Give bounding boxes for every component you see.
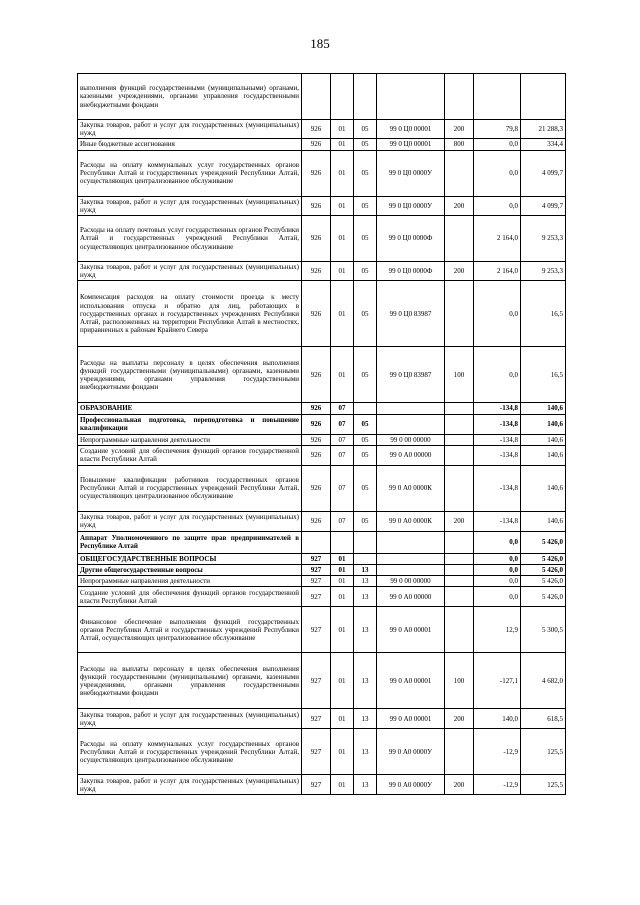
- row-name: Расходы на выплаты персоналу в целях обеспечения выполнения функций государственными (муниципальными) органами, казенными учреждениями, органами управления государственными внебюджетными фондами: [78, 347, 302, 403]
- table-row: [78, 565, 566, 576]
- table-row: [78, 511, 566, 531]
- row-expense-type: [445, 576, 474, 587]
- row-target-code: [377, 414, 445, 434]
- row-subsection-code: [354, 553, 377, 564]
- row-name: Другие общегосударственные вопросы: [78, 565, 302, 576]
- row-section-code: [331, 531, 354, 553]
- row-expense-type: [445, 445, 474, 465]
- row-change-amount: 0,0: [474, 196, 521, 215]
- table-row: [78, 775, 566, 795]
- row-name: ОБРАЗОВАНИЕ: [78, 403, 302, 414]
- row-target-code: 99 0 Ц0 0000У: [377, 150, 445, 196]
- table-row: [78, 414, 566, 434]
- row-target-code: 99 0 А0 0000К: [377, 511, 445, 531]
- row-change-amount: 2 164,0: [474, 216, 521, 262]
- row-total-amount: 5 426,0: [521, 576, 566, 587]
- table-row: [78, 576, 566, 587]
- row-change-amount: -12,9: [474, 729, 521, 775]
- row-gr-code: 926: [302, 281, 331, 347]
- table-row: [78, 531, 566, 553]
- table-row: [78, 445, 566, 465]
- row-total-amount: 140,6: [521, 511, 566, 531]
- row-gr-code: 926: [302, 403, 331, 414]
- row-section-code: 01: [331, 553, 354, 564]
- row-name: Непрограммные направления деятельности: [78, 434, 302, 445]
- table-row: [78, 434, 566, 445]
- row-expense-type: [445, 216, 474, 262]
- row-target-code: 99 0 А0 00001: [377, 607, 445, 653]
- row-section-code: 01: [331, 729, 354, 775]
- row-expense-type: 100: [445, 653, 474, 709]
- row-expense-type: 200: [445, 511, 474, 531]
- row-gr-code: 927: [302, 587, 331, 607]
- row-gr-code: 927: [302, 729, 331, 775]
- row-total-amount: 4 682,0: [521, 653, 566, 709]
- row-gr-code: 926: [302, 445, 331, 465]
- row-change-amount: -134,8: [474, 511, 521, 531]
- table-row: [78, 465, 566, 511]
- row-total-amount: 5 426,0: [521, 553, 566, 564]
- table-row: [78, 709, 566, 729]
- row-gr-code: 927: [302, 565, 331, 576]
- row-target-code: [377, 531, 445, 553]
- row-expense-type: 200: [445, 196, 474, 215]
- row-target-code: [377, 565, 445, 576]
- row-expense-type: 100: [445, 347, 474, 403]
- row-total-amount: 140,6: [521, 445, 566, 465]
- row-expense-type: [445, 531, 474, 553]
- row-target-code: 99 0 А0 0000У: [377, 775, 445, 795]
- row-total-amount: 140,6: [521, 465, 566, 511]
- table-row: [78, 262, 566, 281]
- row-total-amount: 5 426,0: [521, 587, 566, 607]
- row-section-code: 01: [331, 139, 354, 150]
- row-expense-type: [445, 465, 474, 511]
- row-change-amount: -134,8: [474, 403, 521, 414]
- row-name: Расходы на выплаты персоналу в целях обеспечения выполнения функций государственными (муниципальными) органами, казенными учреждениями, органами управления государственными внебюджетными фондами: [78, 653, 302, 709]
- row-subsection-code: 13: [354, 653, 377, 709]
- table-row: [78, 587, 566, 607]
- row-name: Финансовое обеспечение выполнения функций государственных органов Республики Алтай и государственных учреждений Республики Алтай, осуществляющих централизованное обслуживание: [78, 607, 302, 653]
- budget-table: [77, 73, 566, 795]
- row-gr-code: 926: [302, 196, 331, 215]
- row-gr-code: 926: [302, 262, 331, 281]
- table-row: [78, 281, 566, 347]
- row-subsection-code: 05: [354, 120, 377, 139]
- row-expense-type: 200: [445, 709, 474, 729]
- row-change-amount: 0,0: [474, 150, 521, 196]
- row-expense-type: [445, 403, 474, 414]
- row-section-code: 01: [331, 587, 354, 607]
- row-total-amount: 125,5: [521, 729, 566, 775]
- row-change-amount: 2 164,0: [474, 262, 521, 281]
- row-total-amount: 618,5: [521, 709, 566, 729]
- row-name: Аппарат Уполномоченного по защите прав предпринимателей в Республике Алтай: [78, 531, 302, 553]
- table-row: [78, 403, 566, 414]
- row-section-code: 07: [331, 445, 354, 465]
- row-target-code: 99 0 00 00000: [377, 434, 445, 445]
- row-expense-type: [445, 414, 474, 434]
- row-name: Компенсация расходов на оплату стоимости проезда к месту использования отпуска и обратно для лиц, работающих в государственных органах и государственных учреждениях Республики Алтай, расположенных на территории Республики Алтай в местностях, приравненных к районам Крайнего Севера: [78, 281, 302, 347]
- row-total-amount: 125,5: [521, 775, 566, 795]
- row-name: Расходы на оплату коммунальных услуг государственных органов Республики Алтай и государственных учреждений Республики Алтай, осуществляющих централизованное обслуживание: [78, 729, 302, 775]
- row-expense-type: [445, 553, 474, 564]
- row-target-code: 99 0 00 00000: [377, 576, 445, 587]
- row-section-code: 07: [331, 511, 354, 531]
- row-subsection-code: 13: [354, 587, 377, 607]
- row-total-amount: 16,5: [521, 281, 566, 347]
- row-total-amount: [521, 74, 566, 120]
- row-change-amount: -134,8: [474, 465, 521, 511]
- row-expense-type: 200: [445, 775, 474, 795]
- row-target-code: 99 0 Ц0 0000Ф: [377, 216, 445, 262]
- row-change-amount: 0,0: [474, 565, 521, 576]
- row-target-code: 99 0 Ц0 0000Ф: [377, 262, 445, 281]
- row-expense-type: [445, 565, 474, 576]
- page-number: 185: [310, 36, 330, 51]
- row-section-code: 01: [331, 196, 354, 215]
- row-total-amount: 5 426,0: [521, 565, 566, 576]
- row-gr-code: 926: [302, 150, 331, 196]
- row-expense-type: [445, 74, 474, 120]
- row-total-amount: 9 253,3: [521, 262, 566, 281]
- row-target-code: 99 0 Ц0 0000У: [377, 196, 445, 215]
- row-target-code: 99 0 А0 00000: [377, 587, 445, 607]
- row-subsection-code: 05: [354, 511, 377, 531]
- row-change-amount: 0,0: [474, 347, 521, 403]
- row-section-code: 01: [331, 565, 354, 576]
- row-change-amount: 0,0: [474, 576, 521, 587]
- row-name: Создание условий для обеспечения функций органов государственной власти Республики Алтай: [78, 445, 302, 465]
- row-change-amount: -134,8: [474, 445, 521, 465]
- row-target-code: 99 0 Ц0 83987: [377, 281, 445, 347]
- row-change-amount: -134,8: [474, 414, 521, 434]
- row-subsection-code: 05: [354, 139, 377, 150]
- row-change-amount: -134,8: [474, 434, 521, 445]
- row-gr-code: 926: [302, 216, 331, 262]
- row-section-code: [331, 74, 354, 120]
- row-section-code: 01: [331, 775, 354, 795]
- row-section-code: 01: [331, 576, 354, 587]
- row-section-code: 01: [331, 216, 354, 262]
- row-gr-code: 926: [302, 139, 331, 150]
- row-change-amount: 0,0: [474, 531, 521, 553]
- row-name: Закупка товаров, работ и услуг для государственных (муниципальных) нужд: [78, 511, 302, 531]
- row-name: Закупка товаров, работ и услуг для государственных (муниципальных) нужд: [78, 120, 302, 139]
- row-subsection-code: 05: [354, 465, 377, 511]
- row-gr-code: 927: [302, 775, 331, 795]
- row-name: выполнения функций государственными (муниципальными) органами, казенными учреждениями, органами управления государственными внебюджетными фондами: [78, 74, 302, 120]
- row-change-amount: 140,0: [474, 709, 521, 729]
- row-subsection-code: 05: [354, 150, 377, 196]
- table-row: [78, 347, 566, 403]
- row-total-amount: 5 426,0: [521, 531, 566, 553]
- row-total-amount: 16,5: [521, 347, 566, 403]
- row-target-code: [377, 74, 445, 120]
- row-subsection-code: [354, 74, 377, 120]
- row-target-code: [377, 403, 445, 414]
- row-name: Иные бюджетные ассигнования: [78, 139, 302, 150]
- table-row: [78, 216, 566, 262]
- row-total-amount: 4 099,7: [521, 150, 566, 196]
- row-target-code: 99 0 А0 00001: [377, 653, 445, 709]
- row-target-code: 99 0 Ц0 83987: [377, 347, 445, 403]
- row-subsection-code: [354, 403, 377, 414]
- row-subsection-code: 05: [354, 445, 377, 465]
- row-total-amount: 5 300,5: [521, 607, 566, 653]
- row-total-amount: 21 288,3: [521, 120, 566, 139]
- table-row: [78, 74, 566, 120]
- row-gr-code: 926: [302, 347, 331, 403]
- row-expense-type: [445, 150, 474, 196]
- row-change-amount: -127,1: [474, 653, 521, 709]
- row-subsection-code: 05: [354, 262, 377, 281]
- row-change-amount: 0,0: [474, 553, 521, 564]
- row-expense-type: 200: [445, 120, 474, 139]
- row-target-code: 99 0 А0 00001: [377, 709, 445, 729]
- row-gr-code: 926: [302, 120, 331, 139]
- row-change-amount: 0,0: [474, 587, 521, 607]
- row-section-code: 01: [331, 120, 354, 139]
- row-subsection-code: 05: [354, 216, 377, 262]
- row-target-code: 99 0 А0 0000У: [377, 729, 445, 775]
- row-gr-code: 927: [302, 553, 331, 564]
- row-name: Создание условий для обеспечения функций органов государственной власти Республики Алтай: [78, 587, 302, 607]
- row-subsection-code: 13: [354, 607, 377, 653]
- row-expense-type: 800: [445, 139, 474, 150]
- row-gr-code: 927: [302, 576, 331, 587]
- row-total-amount: 140,6: [521, 403, 566, 414]
- row-subsection-code: 13: [354, 729, 377, 775]
- row-target-code: 99 0 А0 00000: [377, 445, 445, 465]
- row-subsection-code: 13: [354, 576, 377, 587]
- row-expense-type: [445, 607, 474, 653]
- row-section-code: 07: [331, 434, 354, 445]
- row-section-code: 01: [331, 607, 354, 653]
- row-name: Закупка товаров, работ и услуг для государственных (муниципальных) нужд: [78, 775, 302, 795]
- row-expense-type: [445, 434, 474, 445]
- row-name: Повышение квалификации работников государственных органов Республики Алтай и государственных учреждений Республики Алтай, осуществляющих централизованное обслуживание: [78, 465, 302, 511]
- row-section-code: 01: [331, 653, 354, 709]
- table-row: [78, 653, 566, 709]
- row-target-code: [377, 553, 445, 564]
- row-gr-code: 927: [302, 709, 331, 729]
- table-row: [78, 139, 566, 150]
- table-row: [78, 120, 566, 139]
- row-expense-type: [445, 281, 474, 347]
- row-gr-code: 926: [302, 434, 331, 445]
- row-gr-code: 926: [302, 465, 331, 511]
- row-name: Закупка товаров, работ и услуг для государственных (муниципальных) нужд: [78, 709, 302, 729]
- row-target-code: 99 0 А0 0000К: [377, 465, 445, 511]
- row-target-code: 99 0 Ц0 00001: [377, 120, 445, 139]
- row-name: Непрограммные направления деятельности: [78, 576, 302, 587]
- row-subsection-code: 05: [354, 347, 377, 403]
- row-subsection-code: 05: [354, 414, 377, 434]
- row-subsection-code: 13: [354, 565, 377, 576]
- row-name: Расходы на оплату почтовых услуг государственных органов Республики Алтай и государственных учреждений Республики Алтай, осуществляющих централизованное обслуживание: [78, 216, 302, 262]
- table-row: [78, 553, 566, 564]
- row-section-code: 07: [331, 465, 354, 511]
- row-subsection-code: 05: [354, 281, 377, 347]
- row-name: Закупка товаров, работ и услуг для государственных (муниципальных) нужд: [78, 262, 302, 281]
- table-row: [78, 607, 566, 653]
- row-section-code: 01: [331, 347, 354, 403]
- row-gr-code: 926: [302, 511, 331, 531]
- row-name: ОБЩЕГОСУДАРСТВЕННЫЕ ВОПРОСЫ: [78, 553, 302, 564]
- row-expense-type: [445, 729, 474, 775]
- row-section-code: 01: [331, 150, 354, 196]
- row-total-amount: 4 099,7: [521, 196, 566, 215]
- row-total-amount: 334,4: [521, 139, 566, 150]
- row-subsection-code: 05: [354, 434, 377, 445]
- row-section-code: 01: [331, 281, 354, 347]
- row-expense-type: [445, 587, 474, 607]
- row-gr-code: 927: [302, 653, 331, 709]
- table-row: [78, 196, 566, 215]
- row-name: Закупка товаров, работ и услуг для государственных (муниципальных) нужд: [78, 196, 302, 215]
- row-change-amount: [474, 74, 521, 120]
- row-section-code: 01: [331, 709, 354, 729]
- row-subsection-code: 05: [354, 196, 377, 215]
- row-change-amount: 79,8: [474, 120, 521, 139]
- table-row: [78, 150, 566, 196]
- row-name: Расходы на оплату коммунальных услуг государственных органов Республики Алтай и государственных учреждений Республики Алтай, осуществляющих централизованное обслуживание: [78, 150, 302, 196]
- row-total-amount: 140,6: [521, 434, 566, 445]
- row-subsection-code: 13: [354, 775, 377, 795]
- table-row: [78, 729, 566, 775]
- row-subsection-code: [354, 531, 377, 553]
- row-expense-type: 200: [445, 262, 474, 281]
- row-section-code: 01: [331, 262, 354, 281]
- row-section-code: 07: [331, 403, 354, 414]
- row-change-amount: 0,0: [474, 281, 521, 347]
- row-target-code: 99 0 Ц0 00001: [377, 139, 445, 150]
- row-change-amount: -12,9: [474, 775, 521, 795]
- row-gr-code: [302, 531, 331, 553]
- row-total-amount: 9 253,3: [521, 216, 566, 262]
- row-section-code: 07: [331, 414, 354, 434]
- row-gr-code: [302, 74, 331, 120]
- row-gr-code: 927: [302, 607, 331, 653]
- row-change-amount: 12,9: [474, 607, 521, 653]
- row-name: Профессиональная подготовка, переподготовка и повышение квалификации: [78, 414, 302, 434]
- row-gr-code: 926: [302, 414, 331, 434]
- row-subsection-code: 13: [354, 709, 377, 729]
- row-change-amount: 0,0: [474, 139, 521, 150]
- row-total-amount: 140,6: [521, 414, 566, 434]
